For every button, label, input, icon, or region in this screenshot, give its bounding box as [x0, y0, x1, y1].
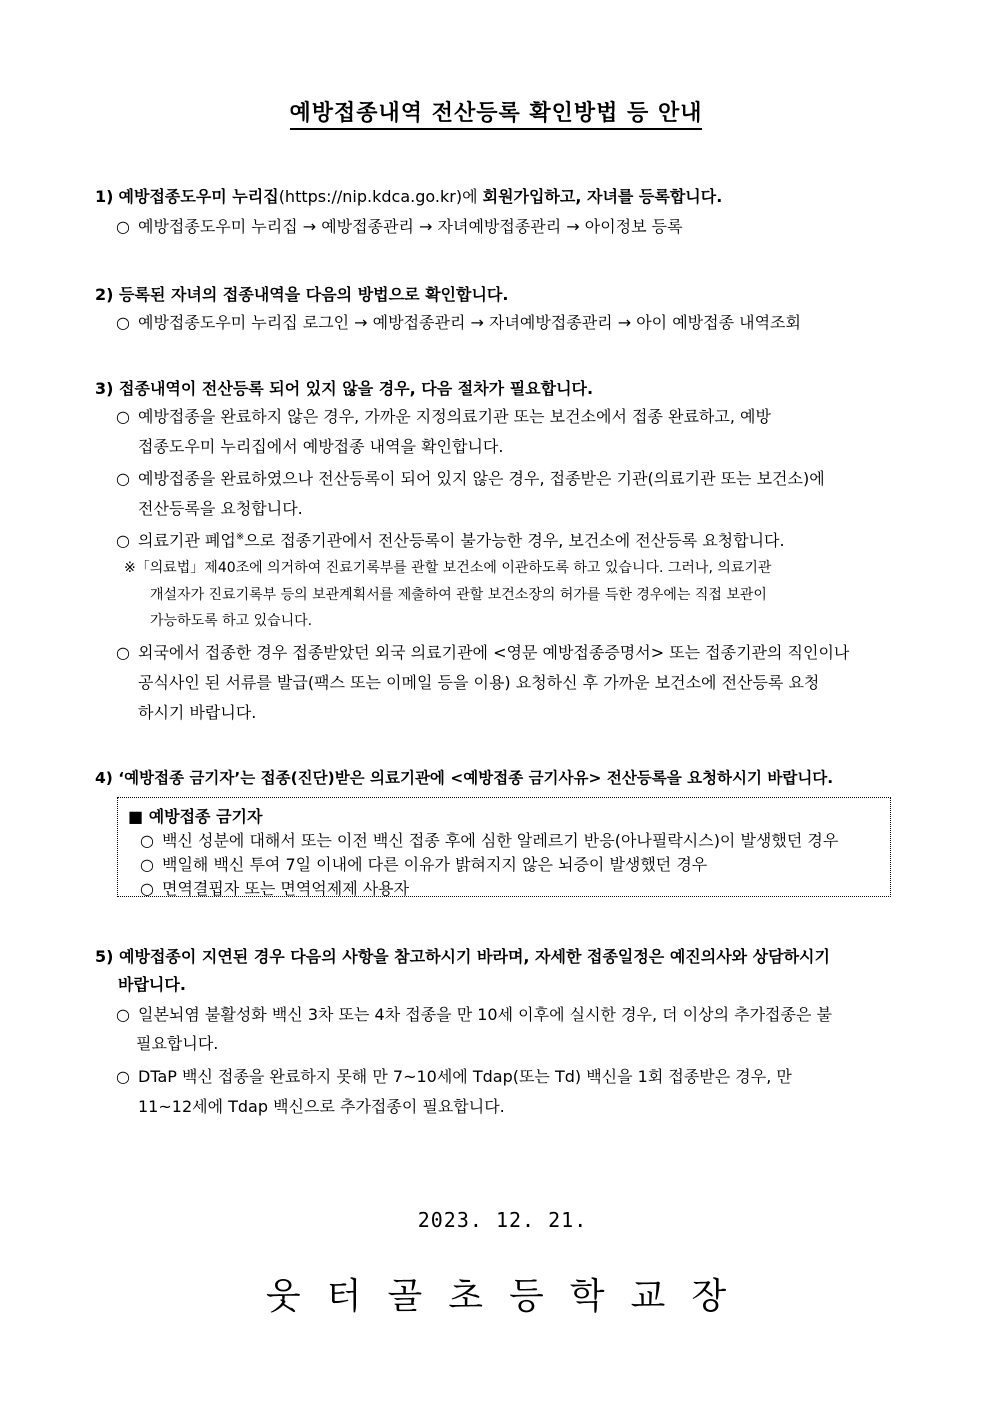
section-1-site-name: 예방접종도우미 누리집	[118, 187, 279, 206]
section-3-bullet-4-cont-2: 하시기 바랍니다.	[138, 703, 257, 722]
bullet-icon: ○	[116, 313, 130, 332]
bullet-text-cont: 으로 접종기관에서 전산등록이 불가능한 경우, 보건소에 전산등록 요청합니다.	[244, 531, 785, 550]
document-date: 2023. 12. 21.	[417, 1208, 588, 1232]
section-5-bullet-1	[116, 1002, 832, 1025]
section-3-bullet-4	[116, 640, 849, 663]
bullet-icon: ○	[116, 531, 130, 550]
bullet-icon: ○	[140, 855, 154, 874]
section-3-bullet-1-cont: 접종도우미 누리집에서 예방접종 내역을 확인합니다.	[138, 437, 504, 456]
box-title: ■ 예방접종 금기자	[128, 807, 263, 826]
page-title	[0, 96, 992, 127]
box-item-text: 면역결핍자 또는 면역억제제 사용자	[162, 879, 410, 898]
section-3-note-line-3: 가능하도록 하고 있습니다.	[150, 613, 313, 629]
section-5-heading-text: 예방접종이 지연된 경우 다음의 사항을 참고하시기 바라며, 자세한 접종일정은 예진의사와 상담하시기	[119, 947, 830, 966]
section-2-bullet	[116, 310, 801, 333]
bullet-text: 예방접종도우미 누리집 로그인 → 예방접종관리 → 자녀예방접종관리 → 아이 예방접종 내역조회	[138, 313, 801, 332]
bullet-text: 예방접종도우미 누리집 → 예방접종관리 → 자녀예방접종관리 → 아이정보 등록	[138, 217, 683, 236]
bullet-icon: ○	[116, 217, 130, 236]
section-1-number: 1)	[95, 187, 114, 206]
section-2-heading	[95, 282, 508, 305]
section-5-heading	[95, 944, 830, 967]
box-item-text: 백신 성분에 대해서 또는 이전 백신 접종 후에 심한 알레르기 반응(아나필락시스)이 발생했던 경우	[162, 831, 839, 850]
box-item-2	[140, 852, 707, 875]
section-5-bullet-2	[116, 1064, 792, 1087]
bullet-icon: ○	[140, 879, 154, 898]
section-3-heading	[95, 376, 593, 399]
section-1-heading	[95, 184, 722, 207]
section-3-note-line-2: 개설자가 진료기록부 등의 보관계획서를 제출하여 관할 보건소장의 허가를 득한 경우에는 직접 보관이	[150, 587, 767, 603]
section-1-instruction: 회원가입하고, 자녀를 등록합니다.	[482, 187, 723, 206]
section-3-heading-text: 접종내역이 전산등록 되어 있지 않을 경우, 다음 절차가 필요합니다.	[119, 379, 594, 398]
section-5-heading-cont: 바랍니다.	[118, 975, 186, 994]
section-3-bullet-4-cont-1: 공식사인 된 서류를 발급(팩스 또는 이메일 등을 이용) 요청하신 후 가까운 보건소에 전산등록 요청	[138, 673, 820, 692]
bullet-text: 의료기관 폐업	[138, 531, 236, 550]
section-1-connector: 에	[462, 187, 483, 206]
footnote-mark: ※	[235, 531, 245, 543]
bullet-icon: ○	[140, 831, 154, 850]
section-1-bullet	[116, 214, 683, 237]
section-1-url: (https://nip.kdca.go.kr)	[278, 187, 463, 206]
box-item-text: 백일해 백신 투여 7일 이내에 다른 이유가 밝혀지지 않은 뇌증이 발생했던 경우	[162, 855, 708, 874]
section-3-bullet-2-cont: 전산등록을 요청합니다.	[138, 499, 303, 518]
page-title-text: 예방접종내역 전산등록 확인방법 등 안내	[290, 101, 703, 130]
bullet-icon: ○	[116, 469, 130, 488]
bullet-icon: ○	[116, 1005, 130, 1024]
section-4-number: 4)	[95, 769, 113, 787]
bullet-icon: ○	[116, 643, 130, 662]
section-2-heading-text: 등록된 자녀의 접종내역을 다음의 방법으로 확인합니다.	[119, 285, 509, 304]
section-5-number: 5)	[95, 947, 114, 966]
bullet-text: 외국에서 접종한 경우 접종받았던 외국 의료기관에 <영문 예방접종증명서> 또는 접종기관의 직인이나	[138, 643, 850, 662]
contraindication-box	[117, 797, 891, 897]
bullet-text: 예방접종을 완료하지 않은 경우, 가까운 지정의료기관 또는 보건소에서 접종 완료하고, 예방	[138, 407, 771, 426]
section-4-heading	[95, 766, 833, 788]
box-item-1	[140, 828, 838, 851]
bullet-text: DTaP 백신 접종을 완료하지 못해 만 7~10세에 Tdap(또는 Td) 백신을 1회 접종받은 경우, 만	[138, 1067, 792, 1086]
section-5-bullet-2-cont: 11~12세에 Tdap 백신으로 추가접종이 필요합니다.	[138, 1097, 505, 1116]
section-2-number: 2)	[95, 285, 114, 304]
section-3-number: 3)	[95, 379, 114, 398]
bullet-icon: ○	[116, 1067, 130, 1086]
section-3-bullet-3	[116, 528, 785, 551]
section-3-note-line-1: ※「의료법」제40조에 의거하여 진료기록부를 관할 보건소에 이관하도록 하고 있습니다. 그러나, 의료기관	[124, 560, 772, 576]
box-item-3	[140, 876, 409, 899]
bullet-icon: ○	[116, 407, 130, 426]
section-4-heading-text: ‘예방접종 금기자’는 접종(진단)받은 의료기관에 <예방접종 금기사유> 전산등록을 요청하시기 바랍니다.	[118, 769, 834, 787]
section-5-bullet-1-cont: 필요합니다.	[136, 1034, 219, 1053]
bullet-text: 예방접종을 완료하였으나 전산등록이 되어 있지 않은 경우, 접종받은 기관(의료기관 또는 보건소)에	[138, 469, 825, 488]
section-3-bullet-2	[116, 466, 825, 489]
signature: 웃터골초등학교장	[265, 1276, 753, 1317]
bullet-text: 일본뇌염 불활성화 백신 3차 또는 4차 접종을 만 10세 이후에 실시한 경우, 더 이상의 추가접종은 불	[138, 1005, 832, 1024]
section-3-bullet-1	[116, 404, 771, 427]
